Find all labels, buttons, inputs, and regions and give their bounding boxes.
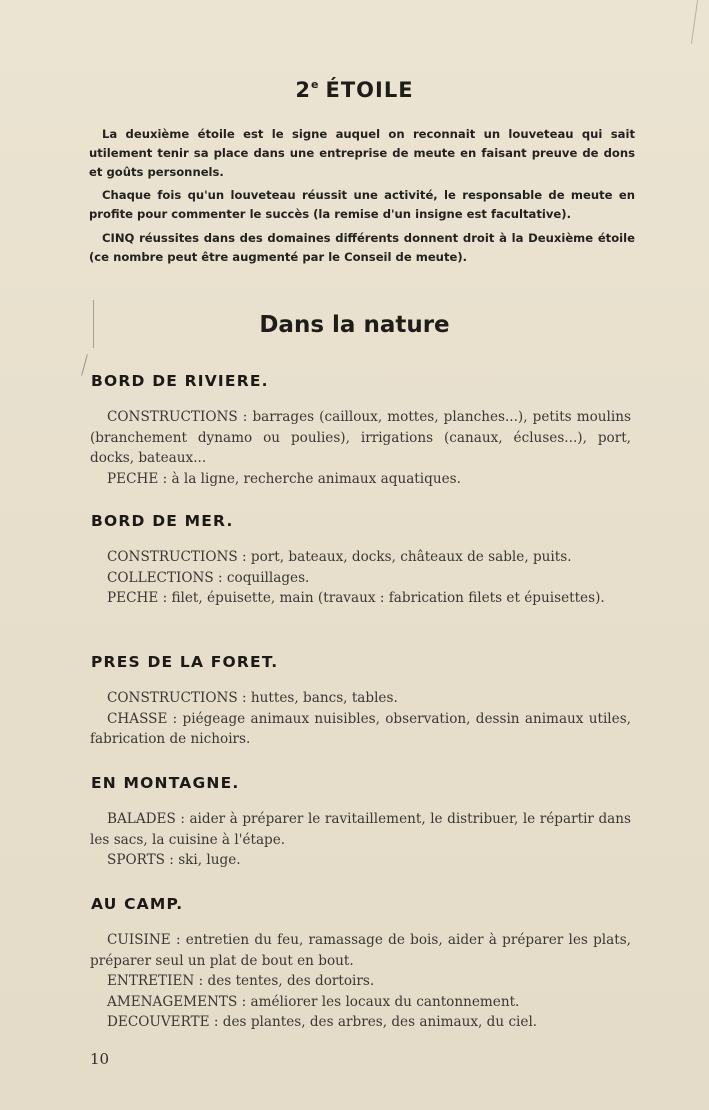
heading-bord-de-riviere: BORD DE RIVIERE. <box>91 372 269 390</box>
margin-mark <box>81 354 88 376</box>
paragraph: ENTRETIEN : des tentes, des dortoirs. <box>107 973 375 989</box>
paragraph: COLLECTIONS : coquillages. <box>107 569 310 586</box>
intro-paragraph-2: Chaque fois qu'un louveteau réussit une activité, le responsable de meute en profite pour commenter le succès (la remise d'un insigne est facultative). <box>89 188 635 221</box>
section-bord-de-riviere <box>90 407 631 489</box>
section-en-montagne <box>90 809 631 871</box>
paragraph: CONSTRUCTIONS : huttes, bancs, tables. <box>107 690 398 706</box>
intro-paragraph-3: CINQ réussites dans des domaines différents donnent droit à la Deuxième étoile (ce nombre peut être augmenté par le Conseil de meute). <box>89 231 635 264</box>
paragraph: PECHE : filet, épuisette, main (travaux : fabrication filets et épuisettes). <box>107 590 605 606</box>
section-pres-de-la-foret <box>90 688 631 750</box>
heading-au-camp: AU CAMP. <box>91 895 184 913</box>
paragraph: CHASSE : piégeage animaux nuisibles, observation, dessin animaux utiles, fabrication de nichoirs. <box>90 710 631 747</box>
page-edge-mark <box>691 0 698 44</box>
title-number: 2 <box>295 78 312 102</box>
page-title <box>0 78 709 102</box>
heading-en-montagne: EN MONTAGNE. <box>91 774 240 792</box>
paragraph: CUISINE : entretien du feu, ramassage de bois, aider à préparer les plats, préparer seul un plat de bout en bout. <box>90 932 631 969</box>
intro-paragraph-1: La deuxième étoile est le signe auquel on reconnait un louveteau qui sait utilement tenir sa place dans une entreprise de meute en faisant preuve de dons et goûts personnels. <box>89 127 635 179</box>
margin-mark <box>93 300 94 348</box>
section-title: Dans la nature <box>259 312 450 338</box>
heading-pres-de-la-foret: PRES DE LA FORET. <box>91 653 279 671</box>
page-number: 10 <box>90 1050 110 1068</box>
title-word: ÉTOILE <box>325 78 414 102</box>
paragraph: AMENAGEMENTS : améliorer les locaux du cantonnement. <box>107 993 520 1010</box>
section-au-camp <box>90 930 631 1033</box>
paragraph: CONSTRUCTIONS : port, bateaux, docks, châteaux de sable, puits. <box>107 549 572 565</box>
paragraph: BALADES : aider à préparer le ravitaillement, le distribuer, le répartir dans les sacs, la cuisine à l'étape. <box>90 811 631 848</box>
paragraph: SPORTS : ski, luge. <box>107 852 241 868</box>
paragraph: DECOUVERTE : des plantes, des arbres, des animaux, du ciel. <box>107 1014 538 1030</box>
section-bord-de-mer <box>90 547 631 609</box>
paragraph: PECHE : à la ligne, recherche animaux aquatiques. <box>107 470 461 487</box>
heading-bord-de-mer: BORD DE MER. <box>91 512 234 530</box>
paragraph: CONSTRUCTIONS : barrages (cailloux, mottes, planches...), petits moulins (branchement dynamo ou poulies), irrigations (canaux, écluses...), port, docks, bateaux... <box>90 409 631 466</box>
title-superscript: e <box>311 78 320 91</box>
